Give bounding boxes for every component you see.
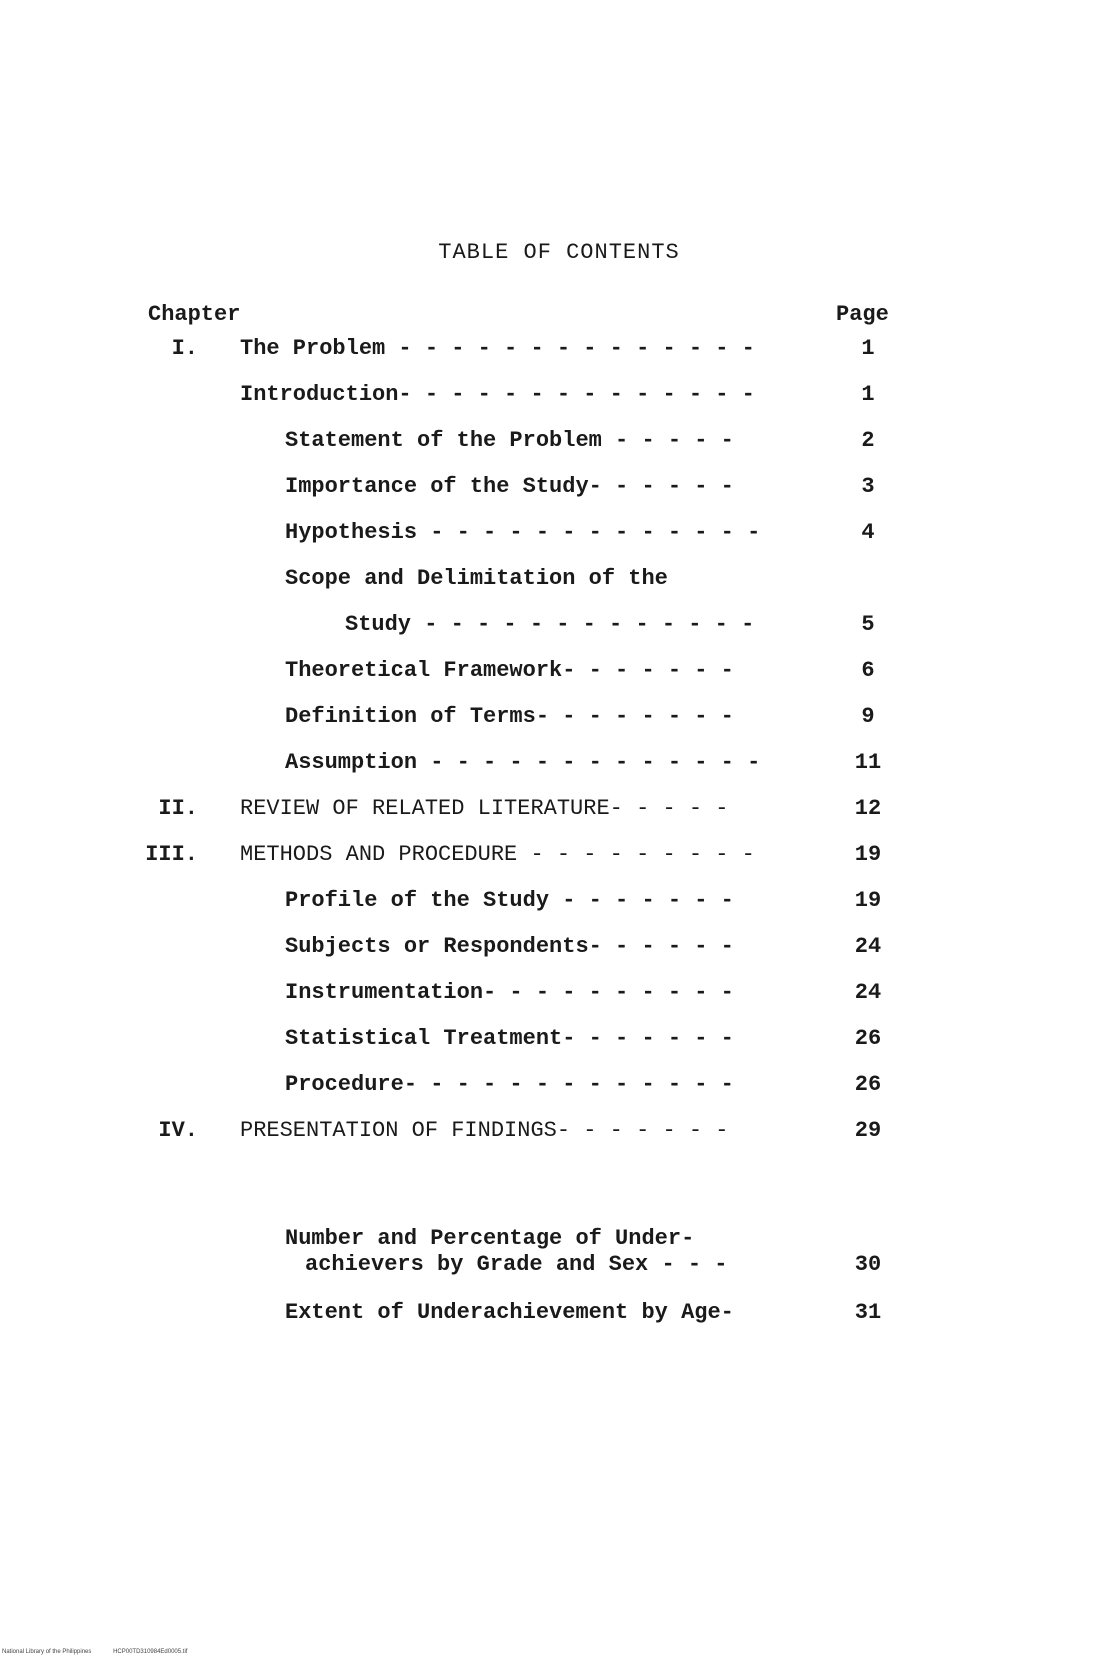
- toc-row: [0, 382, 1118, 412]
- toc-row: [0, 1252, 1118, 1282]
- toc-row: [0, 980, 1118, 1010]
- toc-row: [0, 750, 1118, 780]
- toc-label: Scope and Delimitation of the: [285, 566, 668, 591]
- toc-row: [0, 336, 1118, 366]
- page-header: Page: [836, 302, 889, 327]
- toc-label: Procedure- - - - - - - - - - - - -: [285, 1072, 734, 1097]
- page-number: 11: [854, 750, 882, 775]
- toc-label: The Problem - - - - - - - - - - - - - -: [240, 336, 755, 361]
- toc-label: REVIEW OF RELATED LITERATURE- - - - -: [240, 796, 729, 821]
- toc-label: Subjects or Respondents- - - - - -: [285, 934, 734, 959]
- toc-label: Definition of Terms- - - - - - - -: [285, 704, 734, 729]
- toc-label: METHODS AND PROCEDURE - - - - - - - - -: [240, 842, 755, 867]
- toc-row: [0, 1300, 1118, 1330]
- page-number: 2: [861, 428, 875, 453]
- chapter-number: III.: [145, 842, 198, 867]
- page-number: 4: [861, 520, 875, 545]
- page-number: 26: [854, 1072, 882, 1097]
- page-number: 31: [854, 1300, 882, 1325]
- toc-label: Extent of Underachievement by Age-: [285, 1300, 734, 1325]
- toc-row: [0, 612, 1118, 642]
- page-number: 9: [861, 704, 875, 729]
- toc-label: Profile of the Study - - - - - - -: [285, 888, 734, 913]
- toc-row: [0, 888, 1118, 918]
- page-number: 3: [861, 474, 875, 499]
- toc-row: [0, 566, 1118, 596]
- toc-row: [0, 704, 1118, 734]
- page-number: 5: [861, 612, 875, 637]
- footer-filename: HCP00TD310984Ed0005.tif: [113, 1649, 188, 1655]
- toc-row: [0, 520, 1118, 550]
- page-number: 1: [861, 336, 875, 361]
- toc-row: [0, 428, 1118, 458]
- toc-label: Statement of the Problem - - - - -: [285, 428, 734, 453]
- toc-label: Introduction- - - - - - - - - - - - - -: [240, 382, 755, 407]
- toc-label: Importance of the Study- - - - - -: [285, 474, 734, 499]
- toc-label-line2: achievers by Grade and Sex - - -: [305, 1252, 728, 1277]
- toc-row: [0, 1026, 1118, 1056]
- toc-label-line1: Number and Percentage of Under-: [285, 1226, 695, 1251]
- page-number: 30: [854, 1252, 882, 1277]
- toc-row: [0, 1072, 1118, 1102]
- page-number: 19: [854, 842, 882, 867]
- toc-row: [0, 1118, 1118, 1148]
- chapter-number: I.: [171, 336, 198, 361]
- toc-label: Assumption - - - - - - - - - - - - -: [285, 750, 761, 775]
- toc-row: [0, 842, 1118, 872]
- toc-row: [0, 796, 1118, 826]
- page-number: 29: [854, 1118, 882, 1143]
- scan-footer: [2, 1649, 207, 1655]
- toc-row: [0, 658, 1118, 688]
- page-number: 1: [861, 382, 875, 407]
- toc-label: Hypothesis - - - - - - - - - - - - -: [285, 520, 761, 545]
- page-number: 19: [854, 888, 882, 913]
- toc-row: [0, 934, 1118, 964]
- toc-label: PRESENTATION OF FINDINGS- - - - - - -: [240, 1118, 729, 1143]
- toc-label: Statistical Treatment- - - - - - -: [285, 1026, 734, 1051]
- page-number: 12: [854, 796, 882, 821]
- chapter-header: Chapter: [148, 302, 241, 327]
- toc-label: Instrumentation- - - - - - - - - -: [285, 980, 734, 1005]
- toc-label: Study - - - - - - - - - - - - -: [345, 612, 755, 637]
- page-number: 24: [854, 980, 882, 1005]
- toc-row: [0, 474, 1118, 504]
- page-number: 26: [854, 1026, 882, 1051]
- toc-label: Theoretical Framework- - - - - - -: [285, 658, 734, 683]
- chapter-number: II.: [158, 796, 198, 821]
- page-number: 6: [861, 658, 875, 683]
- footer-library: National Library of the Philippines: [2, 1649, 92, 1655]
- page-number: 24: [854, 934, 882, 959]
- chapter-number: IV.: [158, 1118, 198, 1143]
- page-title: TABLE OF CONTENTS: [438, 240, 680, 265]
